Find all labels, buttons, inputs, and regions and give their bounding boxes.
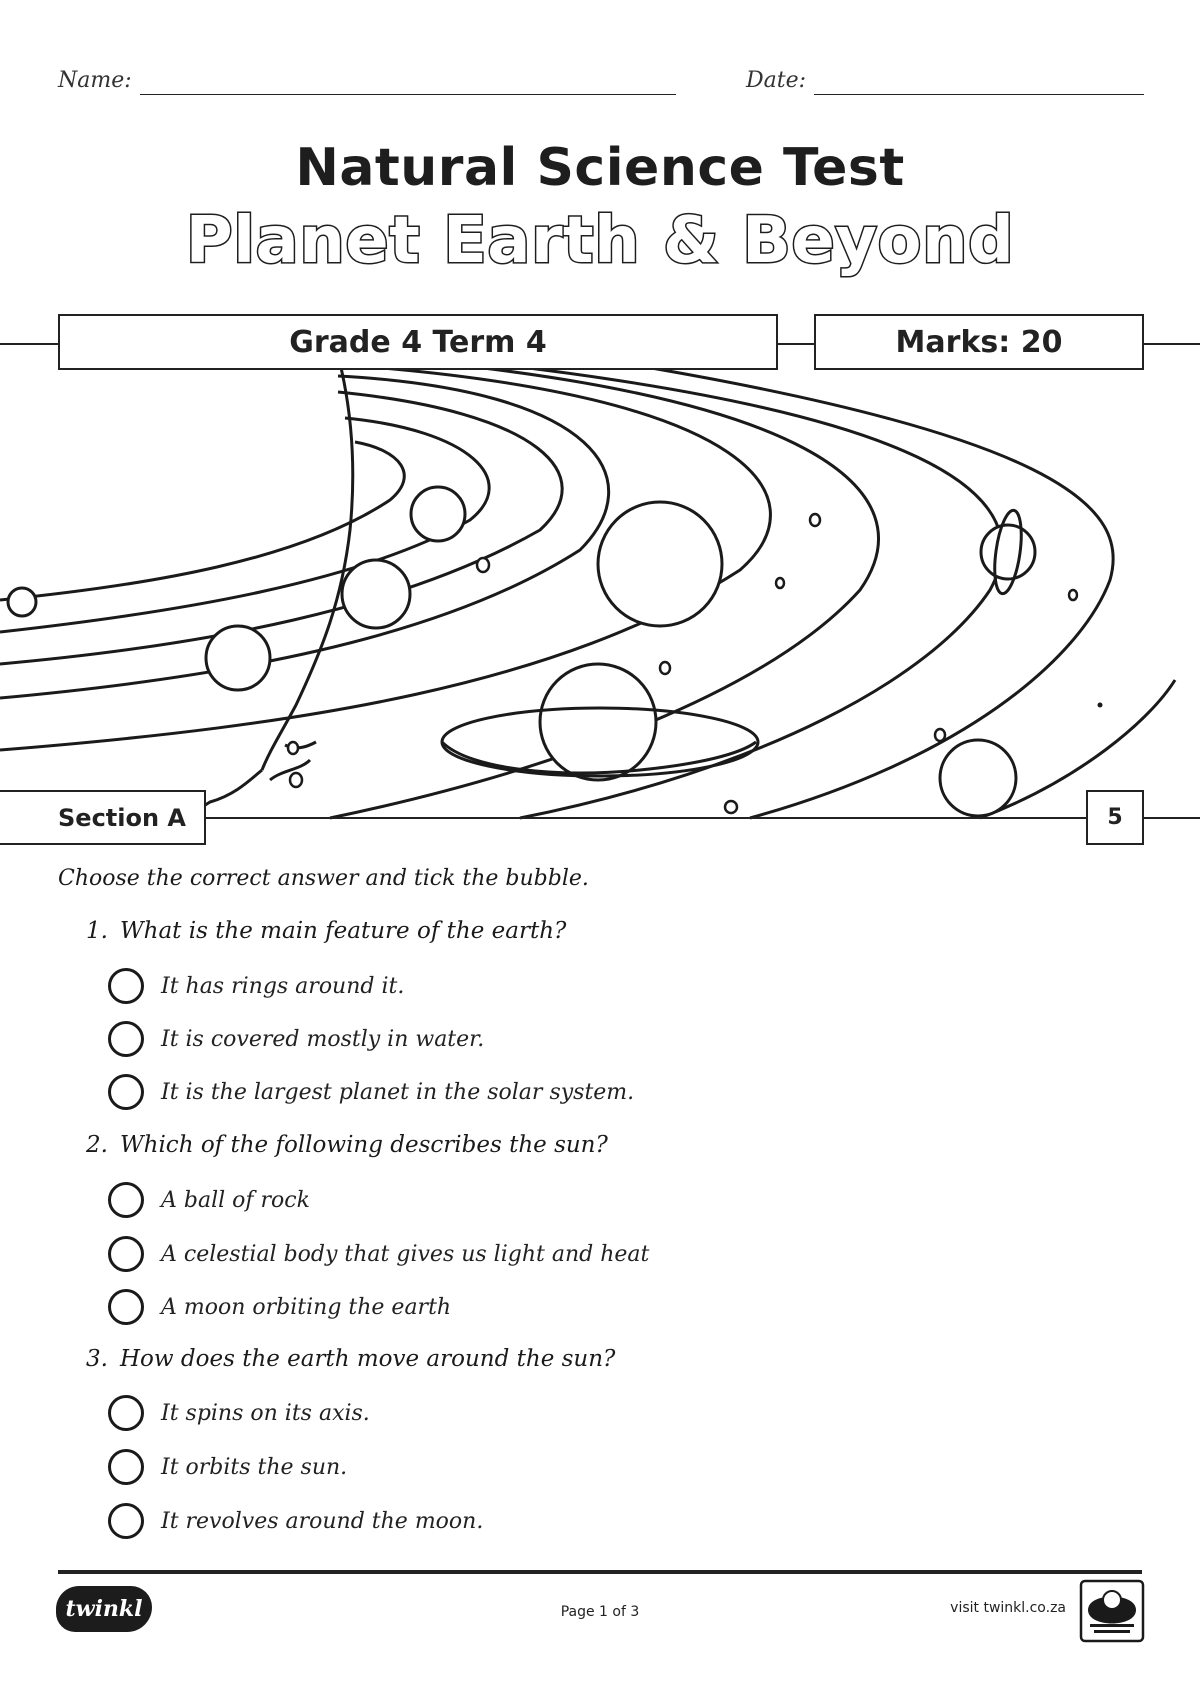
- page-title: Natural Science Test: [295, 138, 905, 198]
- option-label: It is the largest planet in the solar system.: [161, 1079, 635, 1105]
- answer-option[interactable]: [108, 1019, 484, 1059]
- radio-bubble[interactable]: [108, 1289, 144, 1325]
- date-label: Date:: [746, 68, 807, 93]
- marks-label: Marks: 20: [895, 324, 1063, 360]
- radio-bubble[interactable]: [108, 1021, 144, 1057]
- answer-option[interactable]: [108, 1393, 370, 1433]
- question-text: Which of the following describes the sun?: [120, 1132, 608, 1158]
- name-field[interactable]: [140, 94, 676, 95]
- question-text: How does the earth move around the sun?: [120, 1346, 616, 1372]
- section-marks: 5: [1107, 805, 1123, 830]
- option-label: It is covered mostly in water.: [161, 1026, 485, 1052]
- page-subtitle: Planet Earth & Beyond: [185, 204, 1015, 278]
- radio-bubble[interactable]: [108, 1074, 144, 1110]
- option-label: A ball of rock: [161, 1187, 310, 1213]
- logo-text: twinkl: [65, 1596, 143, 1622]
- radio-bubble[interactable]: [108, 1449, 144, 1485]
- marks-box: [814, 314, 1144, 370]
- question-2: [72, 1132, 608, 1158]
- answer-option[interactable]: [108, 1072, 634, 1112]
- name-label: Name:: [58, 68, 132, 93]
- question-text: What is the main feature of the earth?: [120, 918, 567, 944]
- radio-bubble[interactable]: [108, 1182, 144, 1218]
- question-number: 3.: [86, 1346, 108, 1372]
- answer-option[interactable]: [108, 1501, 483, 1541]
- answer-option[interactable]: [108, 1447, 347, 1487]
- radio-bubble[interactable]: [108, 1395, 144, 1431]
- option-label: It spins on its axis.: [161, 1400, 370, 1426]
- divider: [1142, 343, 1200, 345]
- question-number: 2.: [86, 1132, 108, 1158]
- instruction-text: Choose the correct answer and tick the bubble.: [58, 866, 589, 891]
- answer-option[interactable]: [108, 1180, 310, 1220]
- divider: [776, 343, 816, 345]
- radio-bubble[interactable]: [108, 1236, 144, 1272]
- option-label: It has rings around it.: [161, 973, 405, 999]
- answer-option[interactable]: [108, 966, 404, 1006]
- grade-term-box: [58, 314, 778, 370]
- option-label: A celestial body that gives us light and heat: [161, 1241, 650, 1267]
- question-3: [72, 1346, 615, 1372]
- divider: [0, 343, 60, 345]
- section-label-box: [0, 790, 206, 845]
- question-1: [72, 918, 566, 944]
- option-label: It revolves around the moon.: [161, 1508, 484, 1534]
- grade-term-label: Grade 4 Term 4: [289, 324, 547, 360]
- quality-standard-badge-icon: [1078, 1578, 1146, 1644]
- option-label: It orbits the sun.: [161, 1454, 348, 1480]
- solar-system-illustration: [0, 350, 1200, 820]
- date-field[interactable]: [814, 94, 1144, 95]
- visit-link[interactable]: visit twinkl.co.za: [950, 1600, 1066, 1616]
- footer-rule: [58, 1570, 1142, 1574]
- question-number: 1.: [86, 918, 108, 944]
- answer-option[interactable]: [108, 1287, 451, 1327]
- answer-option[interactable]: [108, 1234, 649, 1274]
- page-number: Page 1 of 3: [560, 1604, 640, 1620]
- radio-bubble[interactable]: [108, 1503, 144, 1539]
- section-marks-box: [1086, 790, 1144, 845]
- option-label: A moon orbiting the earth: [161, 1294, 452, 1320]
- section-label: Section A: [58, 803, 186, 832]
- radio-bubble[interactable]: [108, 968, 144, 1004]
